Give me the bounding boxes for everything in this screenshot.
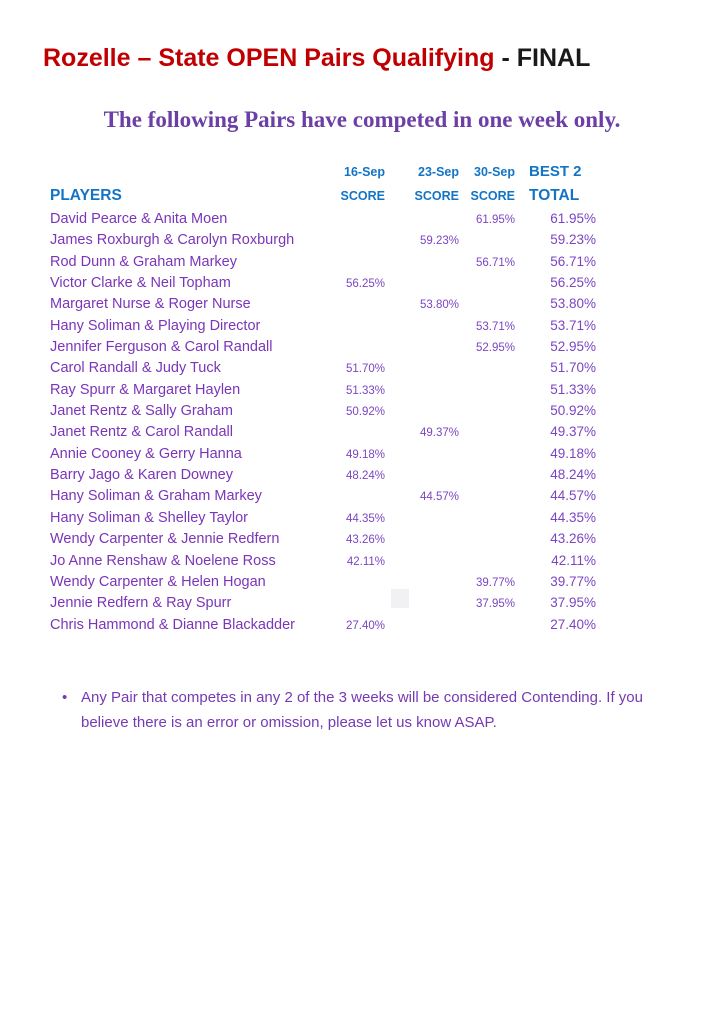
table-row — [50, 208, 596, 229]
player-names-cell: Barry Jago & Karen Downey — [50, 467, 233, 484]
player-names-cell: Hany Soliman & Graham Markey — [50, 488, 262, 505]
table-row — [50, 421, 596, 442]
player-names-cell: James Roxburgh & Carolyn Roxburgh — [50, 232, 295, 249]
best2-total-cell: 51.33% — [550, 381, 596, 397]
table-header-dates-row — [50, 160, 596, 183]
footnote-text: Any Pair that competes in any 2 of the 3 weeks will be considered Contending. If you believe there is an error or omission, please let us know ASAP. — [81, 689, 643, 731]
best2-total-cell: 49.37% — [550, 424, 596, 440]
table-row — [50, 229, 596, 250]
player-names-cell: Chris Hammond & Dianne Blackadder — [50, 616, 295, 633]
header-date-16sep: 16-Sep — [344, 165, 385, 179]
bullet-icon: • — [62, 689, 68, 706]
header-score-30sep: SCORE — [470, 189, 515, 203]
page-title-event: Rozelle – State OPEN Pairs Qualifying — [43, 44, 495, 72]
table-row — [50, 464, 596, 485]
score-30sep-cell: 61.95% — [475, 214, 515, 226]
player-names-cell: Jo Anne Renshaw & Noelene Ross — [50, 552, 276, 569]
table-row — [50, 550, 596, 571]
header-players: PLAYERS — [50, 187, 122, 204]
score-30sep-cell: 37.95% — [475, 598, 515, 611]
table-row — [50, 571, 596, 592]
score-16sep-cell: 42.11% — [346, 555, 385, 568]
player-names-cell: Wendy Carpenter & Helen Hogan — [50, 573, 266, 590]
score-16sep-cell: 49.18% — [345, 448, 385, 461]
score-30sep-cell: 56.71% — [475, 256, 515, 269]
best2-total-cell: 56.71% — [550, 253, 596, 269]
best2-total-cell: 44.35% — [550, 509, 596, 525]
best2-total-cell: 61.95% — [550, 211, 596, 226]
table-row — [50, 528, 596, 549]
player-names-cell: Rod Dunn & Graham Markey — [50, 253, 237, 270]
score-16sep-cell: 51.70% — [345, 363, 385, 376]
header-score-23sep: SCORE — [414, 189, 459, 203]
best2-total-cell: 39.77% — [550, 573, 596, 589]
table-row — [50, 507, 596, 528]
table-row — [50, 272, 596, 293]
score-16sep-cell: 51.33% — [345, 384, 385, 397]
best2-total-cell: 44.57% — [550, 488, 596, 504]
score-23sep-cell: 53.80% — [419, 299, 459, 312]
player-names-cell: Ray Spurr & Margaret Haylen — [50, 381, 241, 398]
player-names-cell: Janet Rentz & Sally Graham — [50, 403, 233, 420]
best2-total-cell: 42.11% — [551, 552, 596, 568]
score-23sep-cell: 44.57% — [419, 491, 459, 504]
best2-total-cell: 49.18% — [550, 445, 596, 461]
table-row — [50, 336, 596, 357]
score-30sep-cell: 52.95% — [475, 342, 515, 355]
best2-total-cell: 52.95% — [550, 339, 596, 355]
page-title-final: - FINAL — [494, 44, 591, 72]
score-23sep-cell: 59.23% — [419, 235, 459, 248]
table-row — [50, 485, 596, 506]
best2-total-cell: 27.40% — [550, 616, 596, 632]
best2-total-cell: 56.25% — [550, 275, 596, 291]
best2-total-cell: 51.70% — [550, 360, 596, 376]
player-names-cell: David Pearce & Anita Moen — [50, 211, 228, 227]
header-score-16sep: SCORE — [340, 189, 385, 203]
page-subtitle: The following Pairs have competed in one week only. — [103, 107, 621, 132]
table-row — [50, 293, 596, 314]
table-row — [50, 357, 596, 378]
header-date-23sep: 23-Sep — [418, 165, 459, 179]
player-names-cell: Jennifer Ferguson & Carol Randall — [50, 339, 273, 356]
score-16sep-cell: 48.24% — [345, 470, 385, 483]
best2-total-cell: 50.92% — [550, 403, 596, 419]
score-30sep-cell: 39.77% — [475, 576, 515, 589]
score-16sep-cell: 50.92% — [345, 406, 385, 419]
score-16sep-cell: 56.25% — [345, 278, 385, 291]
page-title — [43, 44, 590, 73]
player-names-cell: Carol Randall & Judy Tuck — [50, 360, 221, 377]
best2-total-cell: 53.80% — [550, 296, 596, 312]
player-names-cell: Wendy Carpenter & Jennie Redfern — [50, 531, 280, 548]
best2-total-cell: 53.71% — [550, 317, 596, 333]
results-table — [50, 160, 596, 635]
score-16sep-cell: 43.26% — [345, 534, 385, 547]
table-row — [50, 315, 596, 336]
player-names-cell: Jennie Redfern & Ray Spurr — [50, 595, 232, 612]
header-best2: BEST 2 — [529, 163, 582, 180]
player-names-cell: Hany Soliman & Playing Director — [50, 317, 261, 334]
highlight-cell-box — [391, 589, 409, 608]
best2-total-cell: 43.26% — [550, 531, 596, 547]
score-23sep-cell: 49.37% — [419, 427, 459, 440]
table-header-labels-row — [50, 183, 596, 208]
player-names-cell: Janet Rentz & Carol Randall — [50, 424, 233, 441]
header-date-30sep: 30-Sep — [474, 165, 515, 179]
score-16sep-cell: 27.40% — [345, 619, 385, 632]
table-row — [50, 251, 596, 272]
header-total: TOTAL — [529, 187, 580, 204]
player-names-cell: Victor Clarke & Neil Topham — [50, 275, 231, 292]
player-names-cell: Annie Cooney & Gerry Hanna — [50, 445, 242, 462]
score-16sep-cell: 44.35% — [345, 512, 385, 525]
footnote — [62, 685, 676, 735]
best2-total-cell: 48.24% — [550, 467, 596, 483]
best2-total-cell: 59.23% — [550, 232, 596, 248]
player-names-cell: Margaret Nurse & Roger Nurse — [50, 296, 251, 313]
table-row — [50, 614, 596, 635]
best2-total-cell: 37.95% — [550, 595, 596, 611]
table-row — [50, 400, 596, 421]
player-names-cell: Hany Soliman & Shelley Taylor — [50, 509, 248, 526]
table-row — [50, 592, 596, 613]
table-row — [50, 443, 596, 464]
table-row — [50, 379, 596, 400]
results-rows — [50, 208, 596, 635]
score-30sep-cell: 53.71% — [475, 320, 515, 333]
